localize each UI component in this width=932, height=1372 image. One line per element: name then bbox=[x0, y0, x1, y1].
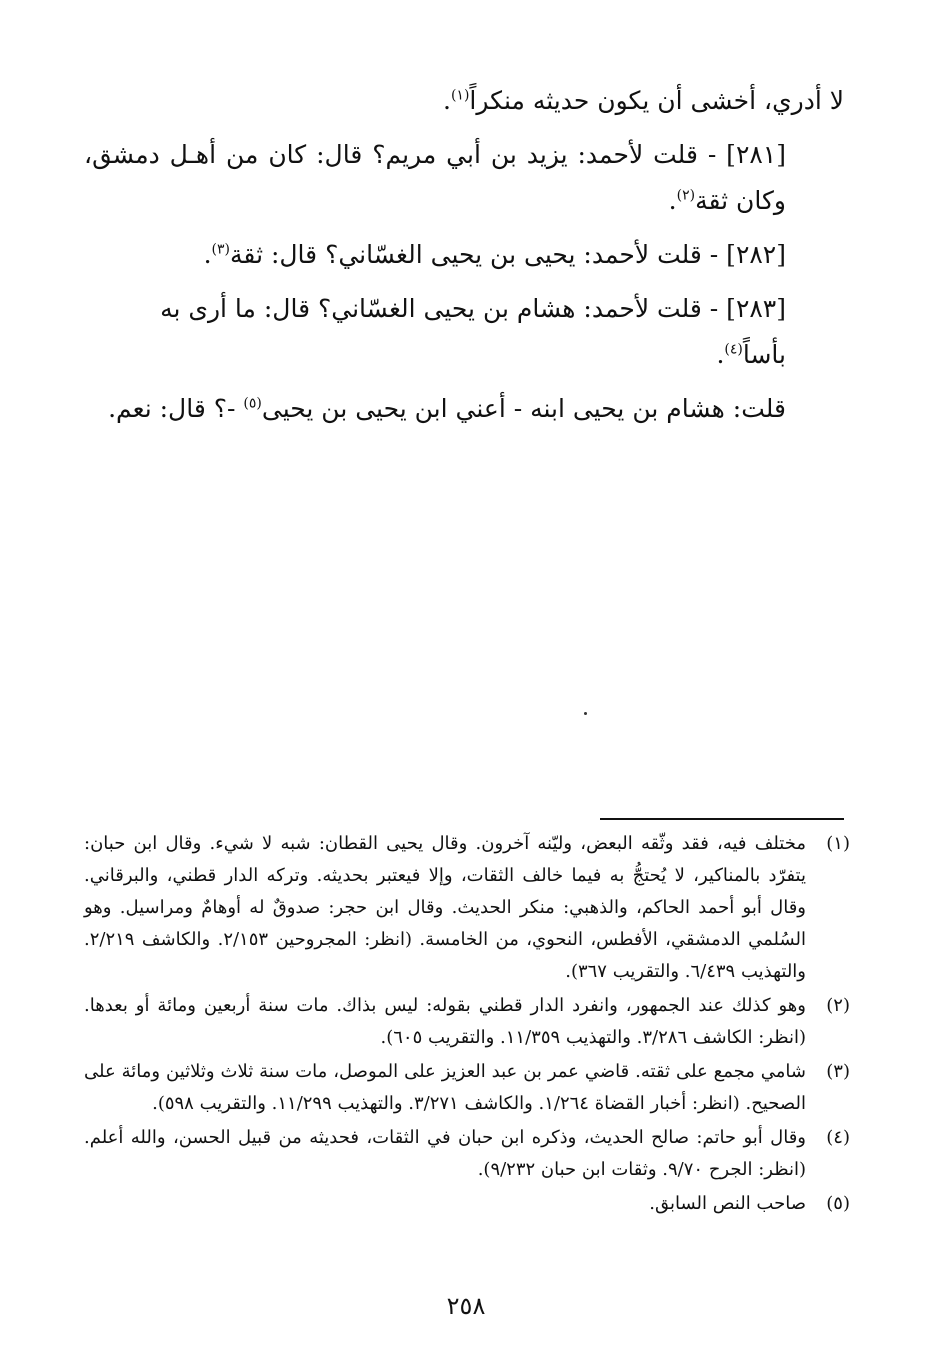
text-segment: . bbox=[443, 86, 451, 115]
footnote-number: (٤) bbox=[826, 1127, 850, 1148]
footnotes bbox=[84, 828, 850, 1222]
footnote-text: صاحب النص السابق. bbox=[649, 1193, 806, 1214]
text-segment: . bbox=[668, 186, 677, 215]
footnote-3 bbox=[84, 1056, 850, 1120]
entry-283 bbox=[84, 286, 844, 378]
text-segment: -؟ قال: نعم. bbox=[108, 394, 244, 423]
entry-281 bbox=[84, 132, 844, 224]
text-segment: . bbox=[203, 240, 212, 269]
footnote-text: وهو كذلك عند الجمهور، وانفرد الدار قطني بقوله: ليس بذاك. مات سنة أربعين ومائة أو بعدها. (انظر: الكاشف ٣/٢٨٦. والتهذيب ١١/٣٥٩. والتقريب ٦٠٥). bbox=[84, 995, 806, 1048]
footnote-ref-3[interactable]: (٣) bbox=[211, 241, 231, 258]
text-line-continuation bbox=[84, 78, 844, 124]
footnote-number: (٢) bbox=[826, 995, 850, 1016]
text-segment: . bbox=[716, 340, 725, 369]
footnote-4 bbox=[84, 1122, 850, 1186]
footnote-number: (٣) bbox=[826, 1061, 850, 1082]
footnote-2 bbox=[84, 990, 850, 1054]
page-number: ٢٥٨ bbox=[446, 1292, 486, 1320]
text-segment: قلت: هشام بن يحيى ابنه - أعني ابن يحيى بن يحيى bbox=[261, 394, 786, 423]
footnote-ref-4[interactable]: (٤) bbox=[724, 341, 743, 358]
footnote-separator bbox=[600, 818, 844, 820]
footnote-text: مختلف فيه، فقد وثّقه البعض، وليّنه آخرون. وقال يحيى القطان: شبه لا شيء. وقال ابن حبان: يتفرّد بالمناكير، لا يُحتجُّ به فيما خالف الثقات، وإلا فيعتبر بحديثه. وتركه الدار قطني، والبرقاني. وقال أبو أحمد الحاكم، والذهبي: منكر الحديث. وقال ابن حجر: صدوقٌ له أوهامٌ ومراسيل. وهو السُلمي الدمشقي، الأفطس، النحوي، من الخامسة. (انظر: المجروحين ٢/١٥٣. والكاشف ٢/٢١٩. والتهذيب ٦/٤٣٩. والتقريب ٣٦٧). bbox=[84, 833, 806, 982]
entry-282 bbox=[84, 232, 844, 278]
main-text bbox=[84, 78, 844, 440]
text-segment: لا أدري، أخشى أن يكون حديثه منكراً bbox=[469, 86, 844, 115]
footnote-ref-1[interactable]: (١) bbox=[450, 87, 470, 104]
entry-283-followup bbox=[84, 386, 844, 432]
footnote-ref-5[interactable]: (٥) bbox=[243, 395, 262, 412]
footnote-1 bbox=[84, 828, 850, 988]
text-segment: [٢٨٢] - قلت لأحمد: يحيى بن يحيى الغسّاني؟ قال: ثقة bbox=[230, 240, 786, 269]
footnote-number: (١) bbox=[826, 833, 850, 854]
text-segment: [٢٨٣] - قلت لأحمد: هشام بن يحيى الغسّاني؟ قال: ما أرى به بأساً bbox=[160, 294, 786, 369]
footnote-number: (٥) bbox=[826, 1193, 850, 1214]
footnote-text: وقال أبو حاتم: صالح الحديث، وذكره ابن حبان في الثقات، فحديثه من قبيل الحسن، والله أعلم. (انظر: الجرح ٩/٧٠. وثقات ابن حبان ٩/٢٣٢). bbox=[84, 1127, 806, 1180]
footnote-5 bbox=[84, 1188, 850, 1220]
footnote-ref-2[interactable]: (٢) bbox=[676, 187, 696, 204]
stray-dot bbox=[584, 712, 587, 715]
footnote-text: شامي مجمع على ثقته. قاضي عمر بن عبد العزيز على الموصل، مات سنة ثلاث وثلاثين ومائة على الصحيح. (انظر: أخبار القضاة ١/٢٦٤. والكاشف ٣/٢٧١. والتهذيب ١١/٢٩٩. والتقريب ٥٩٨). bbox=[84, 1061, 806, 1114]
text-segment: [٢٨١] - قلت لأحمد: يزيد بن أبي مريم؟ قال: كان من أهـل دمشق، وكان ثقة bbox=[84, 140, 786, 215]
